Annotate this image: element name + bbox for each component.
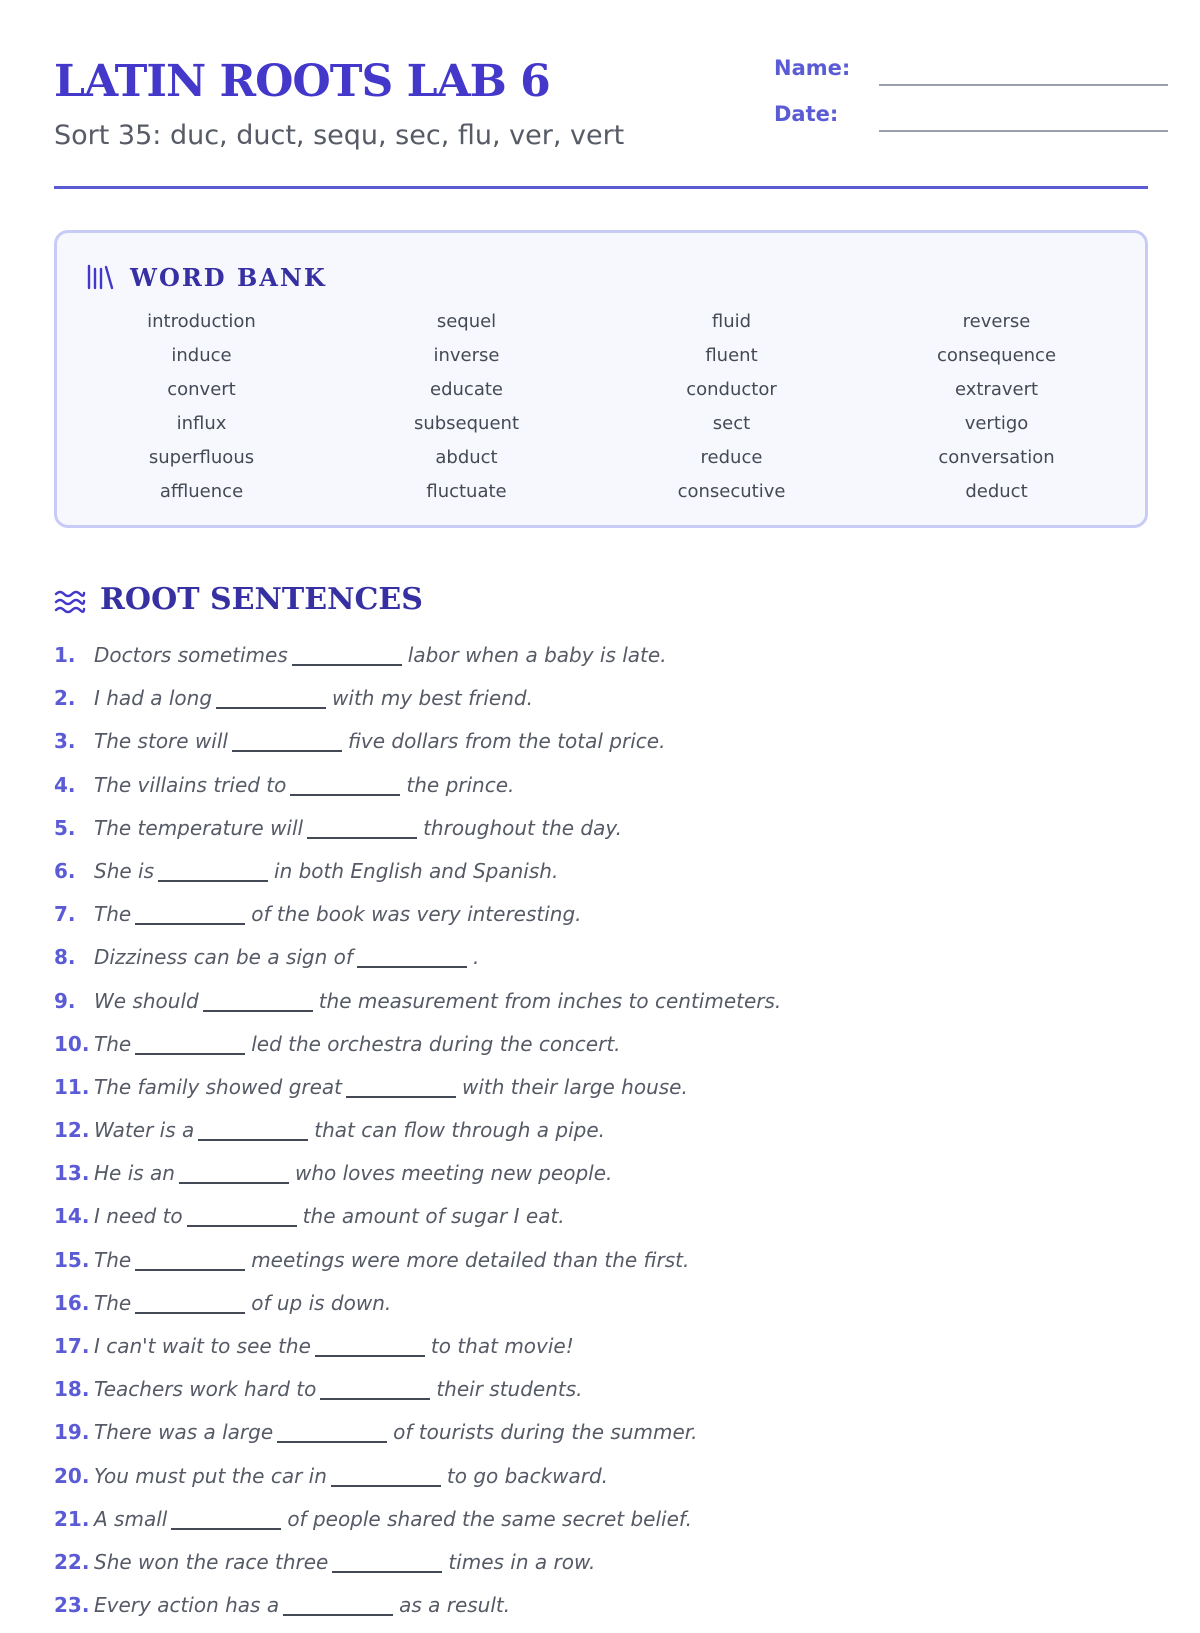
sentence-list [54,640,1148,1633]
word-bank-word: educate [430,379,503,400]
answer-blank[interactable] [135,1292,245,1314]
sentence-before: Water is a [94,1118,195,1143]
date-label: Date: [774,102,839,126]
sentence-item [54,1417,1148,1460]
word-bank-word: vertigo [964,413,1029,434]
sentence-text [94,1590,510,1620]
sentences-title: ROOT SENTENCES [100,582,423,617]
sentence-after: the measurement from inches to centimeters. [318,988,782,1013]
sentence-after: as a result. [399,1593,511,1618]
sentence-item [54,770,1148,813]
sentence-before: There was a large [94,1420,274,1445]
sentence-after: in both English and Spanish. [274,858,559,883]
sentence-after: to go backward. [446,1463,609,1488]
sentence-before: Dizziness can be a sign of [94,945,353,970]
sentence-item [54,1331,1148,1374]
sentence-number: 14. [54,1204,90,1229]
sentence-text [94,1245,689,1275]
answer-blank[interactable] [135,903,245,925]
answer-blank[interactable] [216,687,326,709]
sentence-text [94,1115,605,1145]
word-bank-word: consequence [936,345,1057,366]
answer-blank[interactable] [320,1378,430,1400]
sentence-text [94,1158,612,1188]
word-bank-word: fluid [711,311,752,332]
sentence-text [94,1504,692,1534]
name-line[interactable] [879,84,1168,86]
sentence-text [94,899,582,929]
word-bank-word: deduct [965,481,1028,502]
answer-blank[interactable] [357,946,467,968]
sentence-after: . [472,945,480,970]
sentence-number: 12. [54,1118,90,1143]
sentence-item [54,1201,1148,1244]
sentence-text [94,1461,608,1491]
sentence-after: their students. [436,1377,583,1402]
sentence-number: 8. [54,945,76,970]
answer-blank[interactable] [135,1033,245,1055]
sentence-before: A small [94,1506,168,1531]
sentence-after: throughout the day. [423,815,622,840]
sentence-number: 13. [54,1161,90,1186]
sentence-text [94,942,479,972]
sentence-item [54,1029,1148,1072]
sentence-before: I had a long [94,686,213,711]
sentence-number: 6. [54,858,76,883]
sentence-number: 20. [54,1463,90,1488]
sentence-number: 3. [54,729,76,754]
name-label: Name: [774,56,851,80]
sentence-text [94,856,558,886]
sentence-number: 18. [54,1377,90,1402]
sentence-number: 11. [54,1074,90,1099]
sentence-item [54,1547,1148,1590]
sentence-item [54,1374,1148,1417]
sentence-after: of people shared the same secret belief. [287,1506,692,1531]
answer-blank[interactable] [135,1249,245,1271]
sentence-after: of tourists during the summer. [393,1420,698,1445]
sentence-before: You must put the car in [94,1463,327,1488]
sentence-text [94,726,665,756]
header-divider [54,186,1148,189]
sentence-item [54,813,1148,856]
word-bank-word: abduct [435,447,498,468]
sentence-after: with their large house. [462,1074,688,1099]
word-bank-word: subsequent [413,413,520,434]
sentence-before: I can't wait to see the [94,1334,311,1358]
word-bank-word: convert [167,379,236,400]
answer-blank[interactable] [283,1594,393,1616]
word-bank-title: WORD BANK [130,263,327,292]
date-line[interactable] [879,130,1168,132]
date-field[interactable] [774,100,1168,136]
sentence-after: to that movie! [430,1334,574,1358]
sentence-after: five dollars from the total price. [347,729,666,754]
sentence-number: 23. [54,1593,90,1618]
word-bank-word: inverse [433,345,500,366]
answer-blank[interactable] [277,1421,387,1443]
answer-blank[interactable] [307,817,417,839]
sentence-after: of up is down. [251,1290,392,1315]
sentence-text [94,1072,688,1102]
sentence-text [94,1201,565,1231]
sentence-item [54,1072,1148,1115]
sentence-text [94,1288,391,1318]
word-bank-word: affluence [159,481,244,502]
sentence-item [54,1504,1148,1547]
sentence-before: The villains tried to [94,772,287,797]
sentence-text [94,986,781,1016]
sentence-before: She is [94,858,155,883]
sentence-number: 10. [54,1031,90,1056]
word-bank-word: extravert [954,379,1039,400]
sentence-number: 9. [54,988,76,1013]
answer-blank[interactable] [187,1205,297,1227]
sentence-after: led the orchestra during the concert. [251,1031,621,1056]
word-bank-word: induce [171,345,232,366]
word-bank-word: reverse [962,311,1031,332]
sentence-number: 7. [54,902,76,927]
page-subtitle: Sort 35: duc, duct, sequ, sec, flu, ver, vert [54,120,625,151]
sentence-number: 16. [54,1290,90,1315]
sentence-number: 21. [54,1506,90,1531]
sentence-text [94,1417,698,1447]
sentence-item [54,1115,1148,1158]
answer-blank[interactable] [346,1076,456,1098]
sentence-before: The store will [94,729,228,754]
word-bank-word: sect [712,413,751,434]
sentence-number: 4. [54,772,76,797]
word-bank-word: fluent [705,345,758,366]
word-bank-grid [57,305,1157,509]
sentence-before: We should [94,988,199,1013]
word-bank-word: conversation [938,447,1055,468]
sentence-text [94,640,667,670]
sentence-before: Doctors sometimes [94,643,288,667]
sentence-before: I need to [94,1204,183,1229]
sentence-item [54,1590,1148,1633]
sentence-text [94,1331,574,1361]
word-bank-word: conductor [686,379,777,400]
sentence-before: The [94,1031,132,1056]
sentence-after: times in a row. [448,1549,596,1574]
sentence-item [54,683,1148,726]
word-bank-word: sequel [436,311,497,332]
word-bank-box [54,230,1148,528]
sentence-after: who loves meeting new people. [294,1161,613,1186]
word-bank-word: superfluous [148,447,255,468]
word-bank-word: fluctuate [426,481,507,502]
answer-blank[interactable] [203,990,313,1012]
answer-blank[interactable] [179,1162,289,1184]
sentence-number: 15. [54,1247,90,1272]
answer-blank[interactable] [292,644,402,666]
answer-blank[interactable] [232,730,342,752]
sentence-before: The family showed great [94,1074,343,1099]
answer-blank[interactable] [171,1508,281,1530]
sentence-before: The [94,902,132,927]
answer-blank[interactable] [158,860,268,882]
sentence-before: She won the race three [94,1549,329,1574]
sentence-after: the amount of sugar I eat. [302,1204,565,1229]
sentence-after: labor when a baby is late. [407,643,667,667]
answer-blank[interactable] [198,1119,308,1141]
sentence-after: the prince. [406,772,515,797]
books-icon [85,263,115,291]
sentence-item [54,1288,1148,1331]
sentence-item [54,640,1148,683]
worksheet-page [54,0,1148,1618]
sentence-item [54,1158,1148,1201]
sentence-after: of the book was very interesting. [251,902,582,927]
word-bank-word: influx [176,413,227,434]
sentence-number: 5. [54,815,76,840]
sentence-after: meetings were more detailed than the first. [251,1247,690,1272]
sentence-text [94,683,533,713]
word-bank-word: consecutive [677,481,786,502]
answer-blank[interactable] [290,774,400,796]
sentence-text [94,1374,583,1404]
sentence-item [54,726,1148,769]
sentence-item [54,1461,1148,1504]
sentence-number: 19. [54,1420,90,1445]
word-bank-word: reduce [700,447,763,468]
sentence-after: with my best friend. [332,686,533,711]
sentence-before: Every action has a [94,1593,280,1618]
sentence-number: 17. [54,1334,90,1358]
sentence-before: Teachers work hard to [94,1377,317,1402]
answer-blank[interactable] [315,1335,425,1357]
sentence-item [54,986,1148,1029]
name-field[interactable] [774,54,1168,90]
sentence-item [54,1245,1148,1288]
sentence-text [94,770,514,800]
sentence-before: The [94,1290,132,1315]
answer-blank[interactable] [332,1551,442,1573]
sentence-number: 22. [54,1549,90,1574]
sentence-number: 2. [54,686,76,711]
sentence-item [54,899,1148,942]
answer-blank[interactable] [331,1465,441,1487]
sentence-before: The temperature will [94,815,304,840]
sentence-number: 1. [54,643,76,667]
sentence-item [54,942,1148,985]
sentence-before: He is an [94,1161,175,1186]
sentence-before: The [94,1247,132,1272]
sentence-after: that can flow through a pipe. [314,1118,605,1143]
sentence-text [94,813,622,843]
sentence-text [94,1029,621,1059]
waves-icon [54,588,86,616]
page-title: LATIN ROOTS LAB 6 [54,56,550,107]
sentence-item [54,856,1148,899]
sentence-text [94,1547,595,1577]
word-bank-word: introduction [147,311,256,332]
